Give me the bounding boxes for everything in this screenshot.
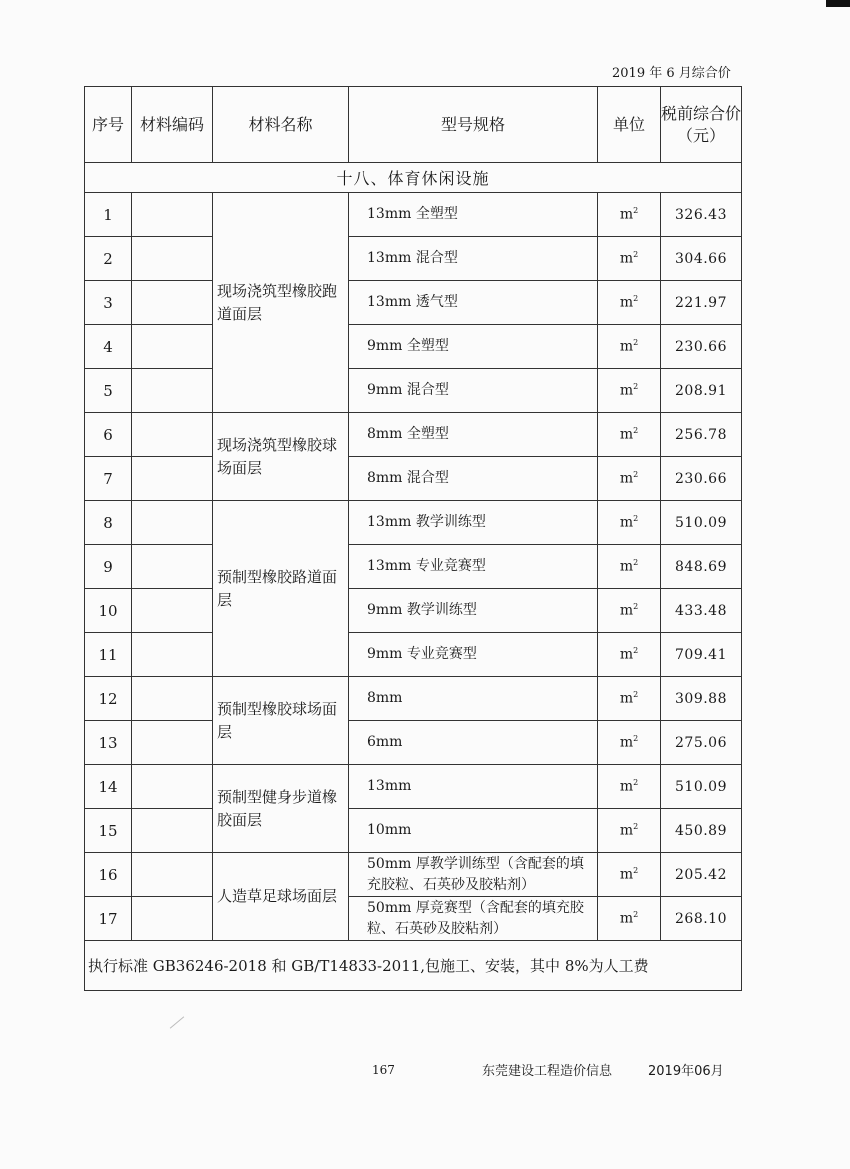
row-price: 848.69 <box>661 545 742 589</box>
row-code <box>132 413 213 457</box>
row-spec: 8mm 全塑型 <box>349 413 598 457</box>
row-code <box>132 853 213 897</box>
row-no: 1 <box>85 193 132 237</box>
row-no: 15 <box>85 809 132 853</box>
group-name: 现场浇筑型橡胶跑道面层 <box>213 193 349 413</box>
header-no: 序号 <box>85 87 132 163</box>
header-price: 税前综合价（元） <box>661 87 742 163</box>
row-price: 230.66 <box>661 325 742 369</box>
row-unit: $m^2$ <box>598 545 661 589</box>
publication-name: 东莞建设工程造价信息 <box>482 1064 613 1079</box>
row-code <box>132 765 213 809</box>
row-code <box>132 677 213 721</box>
row-spec: 9mm 混合型 <box>349 369 598 413</box>
table-row <box>85 281 742 325</box>
row-price: 256.78 <box>661 413 742 457</box>
row-no: 5 <box>85 369 132 413</box>
row-unit: $m^2$ <box>598 193 661 237</box>
table-header-row <box>85 87 742 163</box>
row-price: 433.48 <box>661 589 742 633</box>
row-unit: $m^2$ <box>598 897 661 941</box>
table-row <box>85 545 742 589</box>
row-no: 17 <box>85 897 132 941</box>
row-no: 2 <box>85 237 132 281</box>
row-spec: 8mm <box>349 677 598 721</box>
row-code <box>132 457 213 501</box>
row-unit: $m^2$ <box>598 721 661 765</box>
row-code <box>132 237 213 281</box>
row-price: 221.97 <box>661 281 742 325</box>
row-no: 10 <box>85 589 132 633</box>
table-row <box>85 237 742 281</box>
row-no: 13 <box>85 721 132 765</box>
table-row <box>85 589 742 633</box>
group-name: 预制型健身步道橡胶面层 <box>213 765 349 853</box>
row-spec: 13mm 专业竞赛型 <box>349 545 598 589</box>
price-period-note: 2019 年 6 月综合价 <box>612 66 731 81</box>
row-spec: 13mm 混合型 <box>349 237 598 281</box>
row-no: 7 <box>85 457 132 501</box>
header-code: 材料编码 <box>132 87 213 163</box>
row-no: 3 <box>85 281 132 325</box>
table-row <box>85 853 742 897</box>
row-no: 9 <box>85 545 132 589</box>
row-spec: 50mm 厚竞赛型（含配套的填充胶粒、石英砂及胶粘剂） <box>349 897 598 941</box>
row-unit: $m^2$ <box>598 589 661 633</box>
row-price: 205.42 <box>661 853 742 897</box>
row-spec: 6mm <box>349 721 598 765</box>
table-row <box>85 809 742 853</box>
row-unit: $m^2$ <box>598 237 661 281</box>
row-spec: 13mm 教学训练型 <box>349 501 598 545</box>
row-code <box>132 281 213 325</box>
row-price: 230.66 <box>661 457 742 501</box>
row-no: 4 <box>85 325 132 369</box>
row-code <box>132 325 213 369</box>
table-row <box>85 457 742 501</box>
header-unit: 单位 <box>598 87 661 163</box>
row-unit: $m^2$ <box>598 281 661 325</box>
row-spec: 13mm 透气型 <box>349 281 598 325</box>
row-code <box>132 193 213 237</box>
row-unit: $m^2$ <box>598 501 661 545</box>
row-code <box>132 589 213 633</box>
row-price: 709.41 <box>661 633 742 677</box>
row-unit: $m^2$ <box>598 457 661 501</box>
row-spec: 9mm 专业竞赛型 <box>349 633 598 677</box>
publication-date: 2019年06月 <box>648 1064 724 1079</box>
row-unit: $m^2$ <box>598 765 661 809</box>
row-code <box>132 633 213 677</box>
standards-footnote: 执行标准 GB36246-2018 和 GB/T14833-2011,包施工、安装，其中 8%为人工费 <box>85 941 742 991</box>
material-price-table <box>84 86 742 991</box>
group-name: 现场浇筑型橡胶球场面层 <box>213 413 349 501</box>
row-spec: 10mm <box>349 809 598 853</box>
scan-corner-mark <box>826 0 850 7</box>
group-name: 人造草足球场面层 <box>213 853 349 941</box>
table-row <box>85 413 742 457</box>
row-price: 510.09 <box>661 501 742 545</box>
section-row <box>85 163 742 193</box>
row-unit: $m^2$ <box>598 369 661 413</box>
row-spec: 9mm 教学训练型 <box>349 589 598 633</box>
group-name: 预制型橡胶球场面层 <box>213 677 349 765</box>
footnote-row <box>85 941 742 991</box>
table-row <box>85 677 742 721</box>
row-spec: 50mm 厚教学训练型（含配套的填充胶粒、石英砂及胶粘剂） <box>349 853 598 897</box>
table-row <box>85 193 742 237</box>
row-no: 11 <box>85 633 132 677</box>
row-no: 6 <box>85 413 132 457</box>
row-unit: $m^2$ <box>598 325 661 369</box>
scan-scratch-mark <box>170 1016 184 1028</box>
row-price: 268.10 <box>661 897 742 941</box>
row-code <box>132 369 213 413</box>
row-code <box>132 721 213 765</box>
row-no: 12 <box>85 677 132 721</box>
row-price: 208.91 <box>661 369 742 413</box>
row-no: 8 <box>85 501 132 545</box>
table-row <box>85 721 742 765</box>
page-number: 167 <box>372 1063 395 1077</box>
row-code <box>132 897 213 941</box>
row-spec: 8mm 混合型 <box>349 457 598 501</box>
row-price: 450.89 <box>661 809 742 853</box>
table-row <box>85 633 742 677</box>
header-name: 材料名称 <box>213 87 349 163</box>
row-unit: $m^2$ <box>598 853 661 897</box>
row-price: 275.06 <box>661 721 742 765</box>
row-code <box>132 809 213 853</box>
row-unit: $m^2$ <box>598 633 661 677</box>
table-row <box>85 897 742 941</box>
row-no: 14 <box>85 765 132 809</box>
row-unit: $m^2$ <box>598 809 661 853</box>
row-price: 309.88 <box>661 677 742 721</box>
row-spec: 13mm 全塑型 <box>349 193 598 237</box>
table-row <box>85 765 742 809</box>
header-spec: 型号规格 <box>349 87 598 163</box>
row-code <box>132 501 213 545</box>
row-code <box>132 545 213 589</box>
table-row <box>85 369 742 413</box>
row-unit: $m^2$ <box>598 677 661 721</box>
section-title: 十八、体育休闲设施 <box>85 163 742 193</box>
row-spec: 9mm 全塑型 <box>349 325 598 369</box>
row-price: 510.09 <box>661 765 742 809</box>
row-price: 326.43 <box>661 193 742 237</box>
table-row <box>85 325 742 369</box>
group-name: 预制型橡胶路道面层 <box>213 501 349 677</box>
row-no: 16 <box>85 853 132 897</box>
row-price: 304.66 <box>661 237 742 281</box>
row-unit: $m^2$ <box>598 413 661 457</box>
table-row <box>85 501 742 545</box>
row-spec: 13mm <box>349 765 598 809</box>
